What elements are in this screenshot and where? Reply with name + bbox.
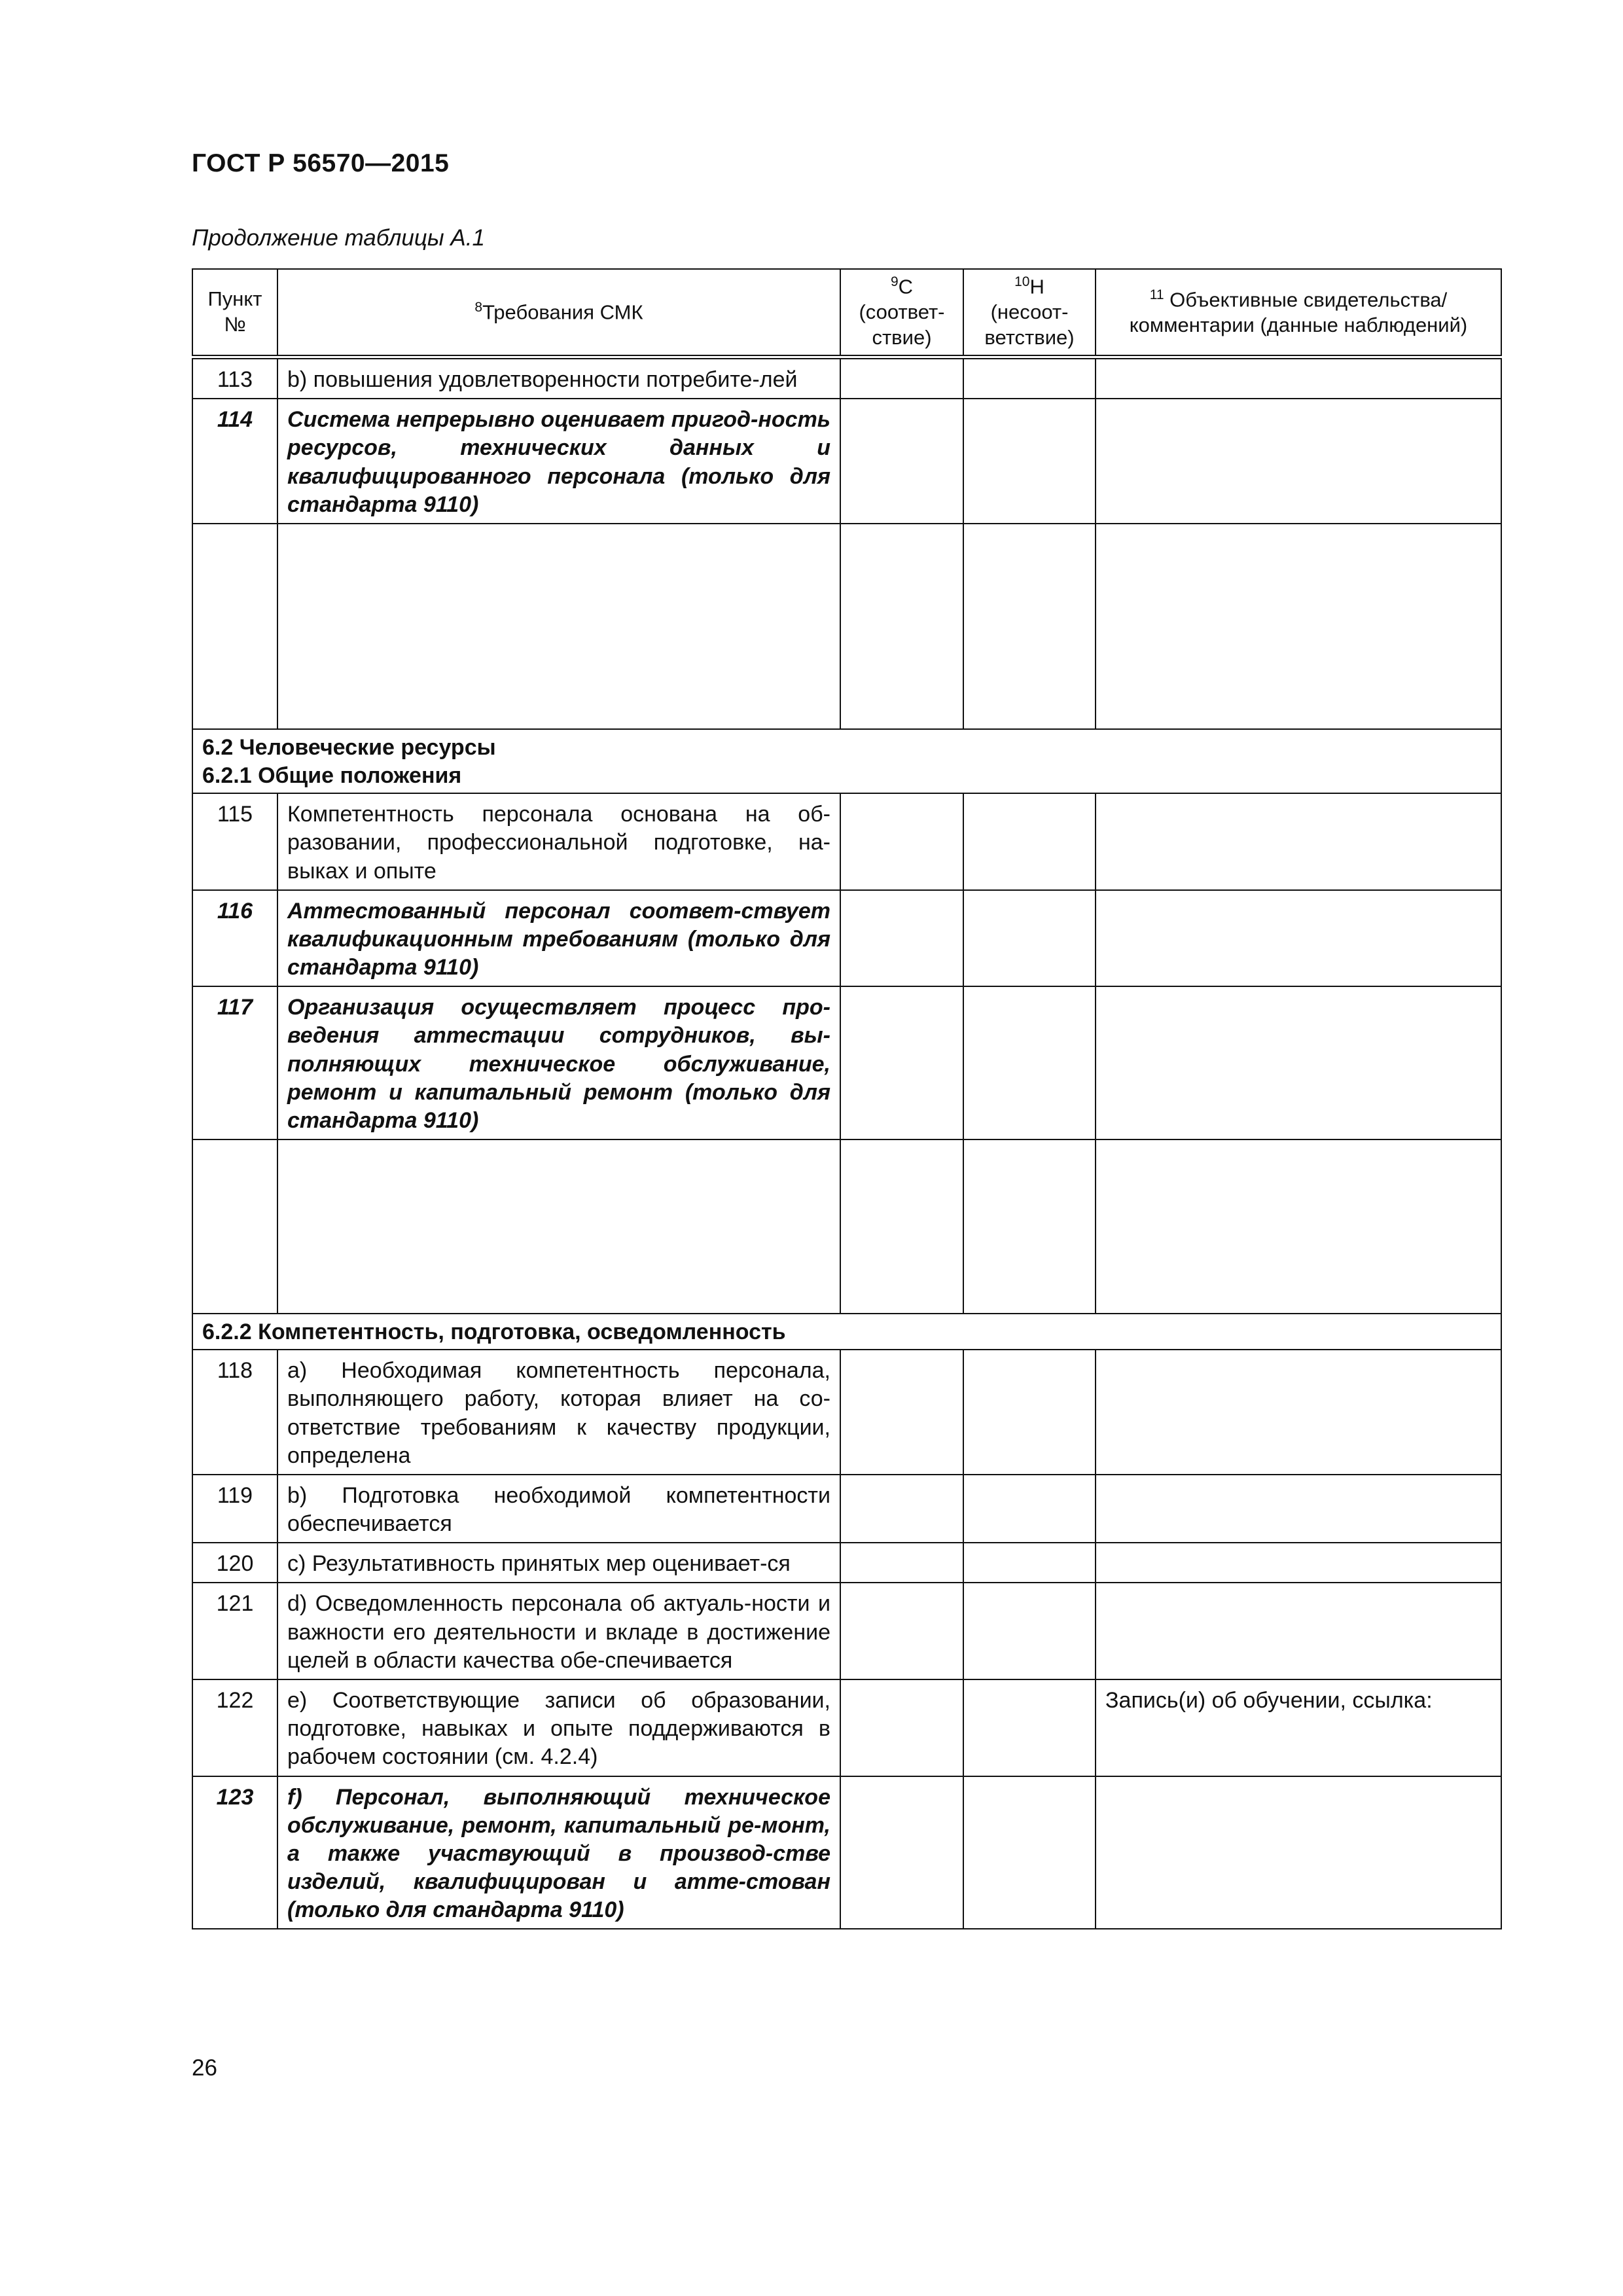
col-header-nonconformity-label: Н	[1029, 275, 1044, 298]
row-number	[192, 524, 277, 729]
row-number: 114	[192, 399, 277, 524]
requirement-text: е) Соответствующие записи об образовании, подготовке, навыках и опыте поддерживаются в рабочем состоянии (см. 4.2.4)	[277, 1679, 840, 1776]
evidence-cell[interactable]	[1096, 399, 1501, 524]
table-row-blank	[192, 1139, 1501, 1314]
nonconformity-cell[interactable]	[963, 1679, 1096, 1776]
evidence-cell[interactable]	[1096, 1475, 1501, 1543]
row-number: 117	[192, 986, 277, 1139]
requirement-text: с) Результативность принятых мер оценивает-ся	[277, 1543, 840, 1583]
evidence-cell[interactable]	[1096, 1139, 1501, 1314]
section-heading	[192, 729, 1501, 793]
requirement-text: Аттестованный персонал соответ-ствует квалификационным требованиям (только для стандарта 9110)	[277, 890, 840, 987]
row-number: 113	[192, 357, 277, 399]
requirement-text: Организация осуществляет процесс про-ведения аттестации сотрудников, вы-полняющих техническое обслуживание, ремонт и капитальный ремонт (только для стандарта 9110)	[277, 986, 840, 1139]
section-heading-row	[192, 729, 1501, 793]
conformity-cell[interactable]	[840, 1776, 963, 1929]
requirement-text: а) Необходимая компетентность персонала, выполняющего работу, которая влияет на со-ответствие требованиям к качеству продукции, определена	[277, 1350, 840, 1475]
nonconformity-cell[interactable]	[963, 1350, 1096, 1475]
nonconformity-cell[interactable]	[963, 399, 1096, 524]
col-header-nonconformity-desc: (несоот-ветствие)	[984, 300, 1075, 350]
conformity-cell[interactable]	[840, 524, 963, 729]
row-number	[192, 1139, 277, 1314]
nonconformity-cell[interactable]	[963, 1543, 1096, 1583]
row-number: 118	[192, 1350, 277, 1475]
document-title: ГОСТ Р 56570—2015	[192, 149, 450, 177]
row-number: 122	[192, 1679, 277, 1776]
col-header-evidence-label: Объективные свидетельства/ комментарии (данные наблюдений)	[1129, 287, 1468, 336]
nonconformity-cell[interactable]	[963, 793, 1096, 890]
conformity-cell[interactable]	[840, 1475, 963, 1543]
conformity-cell[interactable]	[840, 986, 963, 1139]
conformity-cell[interactable]	[840, 890, 963, 987]
requirement-text: Система непрерывно оценивает пригод-ность ресурсов, технических данных и квалифицированного персонала (только для стандарта 9110)	[277, 399, 840, 524]
section-title: 6.2 Человеческие ресурсы	[202, 734, 496, 760]
footnote-mark: 11	[1149, 287, 1164, 302]
row-number: 121	[192, 1583, 277, 1679]
col-header-nonconformity	[963, 269, 1096, 357]
table-row	[192, 1583, 1501, 1679]
col-header-evidence	[1096, 269, 1501, 357]
nonconformity-cell[interactable]	[963, 1475, 1096, 1543]
footnote-mark: 8	[474, 299, 483, 315]
evidence-cell[interactable]	[1096, 1776, 1501, 1929]
table-row	[192, 890, 1501, 987]
col-header-conformity	[840, 269, 963, 357]
row-number: 120	[192, 1543, 277, 1583]
conformity-cell[interactable]	[840, 357, 963, 399]
conformity-cell[interactable]	[840, 1583, 963, 1679]
conformity-cell[interactable]	[840, 793, 963, 890]
requirement-text: d) Осведомленность персонала об актуаль-ности и важности его деятельности и вкладе в достижение целей в области качества обе-спечивается	[277, 1583, 840, 1679]
evidence-cell[interactable]	[1096, 357, 1501, 399]
table-row	[192, 1776, 1501, 1929]
evidence-cell[interactable]	[1096, 1350, 1501, 1475]
section-heading	[192, 1314, 1501, 1350]
nonconformity-cell[interactable]	[963, 986, 1096, 1139]
table-header-row	[192, 269, 1501, 357]
evidence-cell[interactable]	[1096, 1543, 1501, 1583]
requirement-text: f) Персонал, выполняющий техническое обслуживание, ремонт, капитальный ре-монт, а также участвующий в производ-стве изделий, квалифицирован и атте-стован (только для стандарта 9110)	[277, 1776, 840, 1929]
subsection-title: 6.2.1 Общие положения	[202, 763, 462, 789]
table-row	[192, 1350, 1501, 1475]
nonconformity-cell[interactable]	[963, 1776, 1096, 1929]
row-number: 115	[192, 793, 277, 890]
evidence-cell[interactable]	[1096, 890, 1501, 987]
requirement-text: b) Подготовка необходимой компетентности обеспечивается	[277, 1475, 840, 1543]
row-number: 119	[192, 1475, 277, 1543]
nonconformity-cell[interactable]	[963, 890, 1096, 987]
table-row	[192, 1679, 1501, 1776]
evidence-cell[interactable]	[1096, 524, 1501, 729]
evidence-cell[interactable]	[1096, 793, 1501, 890]
page-number: 26	[192, 2055, 217, 2081]
table-row	[192, 399, 1501, 524]
conformity-cell[interactable]	[840, 1350, 963, 1475]
conformity-cell[interactable]	[840, 1543, 963, 1583]
requirements-table	[192, 268, 1502, 1929]
table-row	[192, 1475, 1501, 1543]
section-title: 6.2.2 Компетентность, подготовка, осведомленность	[202, 1319, 786, 1345]
requirement-text	[277, 524, 840, 729]
table-row	[192, 357, 1501, 399]
conformity-cell[interactable]	[840, 1139, 963, 1314]
col-header-conformity-desc: (соответ-ствие)	[859, 300, 945, 350]
evidence-cell[interactable]	[1096, 986, 1501, 1139]
table-row-blank	[192, 524, 1501, 729]
col-header-conformity-label: С	[898, 275, 914, 298]
row-number: 123	[192, 1776, 277, 1929]
nonconformity-cell[interactable]	[963, 1139, 1096, 1314]
requirement-text: Компетентность персонала основана на об-разовании, профессиональной подготовке, на-выках и опыте	[277, 793, 840, 890]
footnote-mark: 10	[1014, 274, 1030, 290]
table-row	[192, 986, 1501, 1139]
conformity-cell[interactable]	[840, 399, 963, 524]
nonconformity-cell[interactable]	[963, 524, 1096, 729]
col-header-num: Пункт №	[192, 269, 277, 357]
nonconformity-cell[interactable]	[963, 357, 1096, 399]
nonconformity-cell[interactable]	[963, 1583, 1096, 1679]
col-header-requirements-label: Требования СМК	[482, 300, 643, 324]
row-number: 116	[192, 890, 277, 987]
footnote-mark: 9	[890, 274, 899, 290]
section-heading-row	[192, 1314, 1501, 1350]
table-caption: Продолжение таблицы А.1	[192, 225, 485, 251]
col-header-requirements	[277, 269, 840, 357]
requirement-text: b) повышения удовлетворенности потребите-лей	[277, 357, 840, 399]
conformity-cell[interactable]	[840, 1679, 963, 1776]
evidence-cell[interactable]	[1096, 1583, 1501, 1679]
table-row	[192, 793, 1501, 890]
table-row	[192, 1543, 1501, 1583]
requirement-text	[277, 1139, 840, 1314]
evidence-cell[interactable]: Запись(и) об обучении, ссылка:	[1096, 1679, 1501, 1776]
